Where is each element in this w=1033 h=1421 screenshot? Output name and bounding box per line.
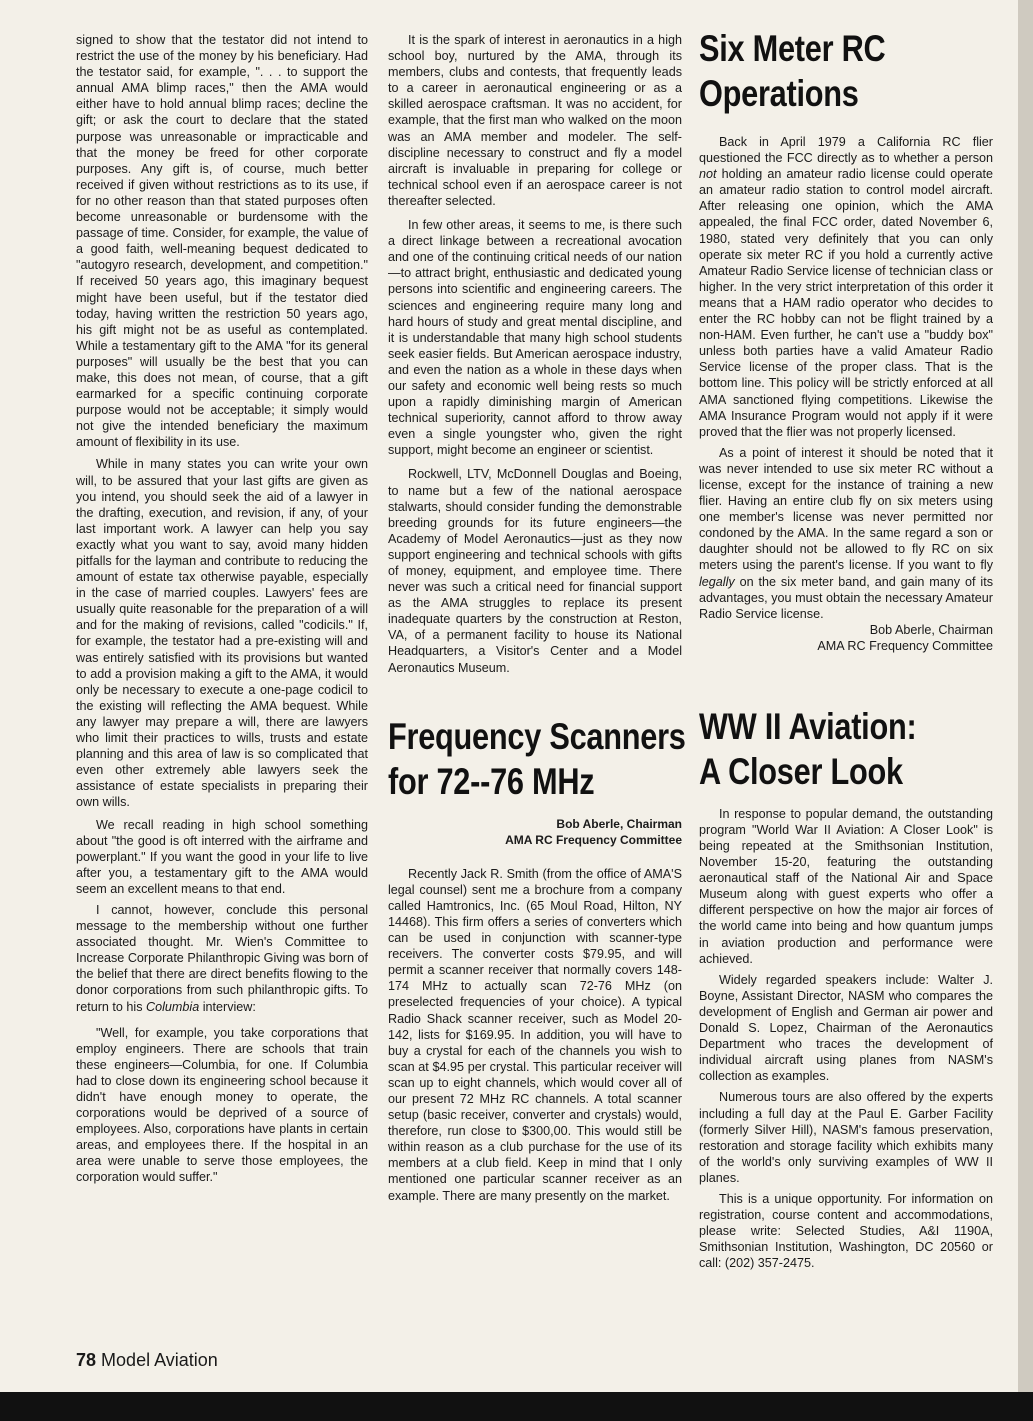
byline-title: AMA RC Frequency Committee <box>817 638 993 653</box>
scanner-title-line2: for 72--76 MHz <box>388 760 595 802</box>
paragraph-text: interview: <box>199 999 256 1014</box>
paragraph: We recall reading in high school something about "the good is oft interred with the airframe and powerplant." If you want the good in your life to live after you, a testamentary gift to the AMA would seem an excellent means to that end. <box>76 817 368 896</box>
emphasis: not <box>699 167 717 182</box>
ww2-title-line2: A Closer Look <box>699 750 903 792</box>
six-meter-heading <box>699 26 993 122</box>
paragraph-text: As a point of interest it should be noted that it was never intended to use six meter RC without a license, except for the instance of training a new flier. Having an entire club fly on six meters using one member's license was never permitted nor condoned by the AMA. In the same regard a son or daughter should not be allowed to fly RC on six meters using the parent's license. If you want to fly <box>699 445 993 573</box>
scanner-byline <box>388 816 682 848</box>
paragraph-text: Back in April 1979 a California RC flier questioned the FCC directly as to whether a person <box>699 135 993 166</box>
byline-name: Bob Aberle, Chairman <box>556 816 682 831</box>
paragraph: Recently Jack R. Smith (from the office of AMA'S legal counsel) sent me a brochure from a company called Hamtronics, Inc. (65 Moul Road, Hilton, NY 14468). This firm offers a series of converters which can be used in conjunction with scanner-type receivers. The converter costs $79.95, and will permit a scanner receiver that normally covers 148-174 MHz to actually scan 72-76 MHz (on preselected frequencies of your choice). A typical Radio Shack scanner receiver, such as Model 20-142, lists for $169.95. In addition, you will have to buy a crystal for each of the channels you wish to scan at $4.95 per crystal. This particular receiver will scan up to eight channels, which would cover all of our present 72 MHz RC channels. A total scanner setup (basic receiver, converter and crystals) would, therefore, run close to $300,00. This would still be within reason as a club purchase for the use of its members at a club field. Keep in mind that I only mentioned one particular scanner receiver as an example. There are many presently on the market. <box>388 866 682 1203</box>
paragraph: While in many states you can write your own will, to be assured that your last gifts are given as you intend, you should seek the aid of a lawyer in the drafting, execution, and revision, if any, of your last important work. A lawyer can help you say exactly what you want to say, avoid many hidden pitfalls for the layman and contribute to reducing the amount of estate tax otherwise payable, especially in the case of married couples. Lawyers' fees are usually quite reasonable for the preparation of a will and for the making of revisions, called "codicils." If, for example, the testator had a pre-existing will and was entirely satisfied with its provisions but wanted to add a provision making a gift to the AMA, it would only be necessary to execute a one-page codicil to the existing will reflecting the AMA bequest. While any lawyer may prepare a will, there are lawyers who limit their practices to wills, trusts and estate planning and this area of law is so complicated that even other extremely able lawyers seek the assistance of estate specialists in preparing their own wills. <box>76 457 368 810</box>
paragraph: In few other areas, it seems to me, is there such a direct linkage between a recreational avocation and one of the continuing critical needs of our nation—to attract bright, enthusiastic and dedicated young persons into scientific and engineering careers. The sciences and engineering require many long and hard hours of study and great mental discipline, and it is understandable that many high school students seek easier fields. But American aerospace industry, and even the nation as a whole in these days when our safety and economic well being rests so much upon a rapidly diminishing margin of American technical superiority, cannot afford to throw away even a single youngster who, given the right support, might become an engineer or scientist. <box>388 218 682 458</box>
ww2-heading <box>699 704 993 796</box>
paragraph-text: I cannot, however, conclude this personal message to the membership without one further associated thought. Mr. Wien's Committee to Increase Corporate Philanthropic Giving was born of the belief that there are direct benefits flowing to the donor corporations from such philanthropic gifts. To return to his <box>76 902 368 1014</box>
magazine-name: Model Aviation <box>101 1350 218 1370</box>
six-meter-title-line2: Operations <box>699 73 859 114</box>
six-meter-title-line1: Six Meter RC <box>699 28 886 69</box>
paragraph-text: on the six meter band, and gain many of its advantages, you must obtain the necessary Amateur Radio Service license. <box>699 574 993 621</box>
scanner-title-line1: Frequency Scanners <box>388 715 686 757</box>
paragraph: This is a unique opportunity. For information on registration, course content and accommodations, please write: Selected Studies, A&I 1190A, Smithsonian Institution, Washington, DC 20560 or call: (202) 357-2475. <box>699 1191 993 1271</box>
paragraph <box>699 445 993 622</box>
paragraph: Numerous tours are also offered by the experts including a full day at the Paul E. Garber Facility (formerly Silver Hill), NASM's famous preservation, restoration and storage facility which exhibits many of the world's only surviving examples of WW II planes. <box>699 1090 993 1185</box>
publication-name: Columbia <box>146 999 200 1014</box>
column-middle <box>388 32 686 1204</box>
byline-title: AMA RC Frequency Committee <box>505 832 682 847</box>
page-number: 78 <box>76 1350 97 1370</box>
paragraph: It is the spark of interest in aeronautics in a high school boy, nurtured by the AMA, through its members, clubs and contests, that frequently leads to a career in aeronautical engineering or as a skilled aerospace craftsman. It was no accident, for example, that the first man who walked on the moon was an AMA member and modeler. The self-discipline necessary to construct and fly a model aircraft is invaluable in preparing for college or technical school even if an aerospace career is not thereafter selected. <box>388 33 682 208</box>
paragraph-text: holding an amateur radio license could operate an amateur radio station to control model aircraft. After releasing one opinion, which the AMA appealed, the final FCC order, dated November 6, 1980, stated very definitely that you can only operate six meter RC if you hold a currently active Amateur Radio Service license of technician class or higher. In the very strict interpretation of this order it means that a HAM radio operator who decides to enter the RC hobby can not be flight trained by a non-HAM. Even further, he can't use a "buddy box" unless both parties have a valid Amateur Radio Service license of the proper class. That is the bottom line. This policy will be strictly enforced at all AMA sanctioned flying competitions. Likewise the AMA Insurance Program would not apply if it were proved that the flier was not properly licensed. <box>699 167 993 439</box>
paragraph <box>76 902 368 1015</box>
paragraph: Rockwell, LTV, McDonnell Douglas and Boeing, to name but a few of the national aerospace stalwarts, should consider funding the demonstrable breeding grounds for its future engineers—the Academy of Model Aeronautics—just as they now support engineering and technical schools with gifts of money, equipment, and employee time. There never was such a critical need for financial support as the AMA struggles to replace its present inadequate quarters by the construction at Reston, VA, of a permanent facility to house its National Headquarters, a Visitor's Center and a Model Aeronautics Museum. <box>388 467 682 675</box>
page-edge <box>1018 0 1033 1421</box>
column-left <box>76 32 368 1186</box>
paragraph <box>699 134 993 440</box>
column-right <box>699 26 993 1271</box>
ww2-title-line1: WW II Aviation: <box>699 705 917 747</box>
paragraph: In response to popular demand, the outstanding program "World War II Aviation: A Closer Look" is being repeated at the Smithsonian Institution, November 15-20, featuring the outstanding aeronautical staff of the National Air and Space Museum along with guest experts who offer a different perspective on how the major air forces of the world came into being and how quantum jumps in aviation production and performance were achieved. <box>699 806 993 966</box>
quotation: "Well, for example, you take corporations that employ engineers. There are schools that train these engineers—Columbia, for one. If Columbia had to close down its engineering school because it didn't have enough money to operate, the corporations would be deprived of a source of employees. Also, corporations have plants in certain areas, and employees there. If the hospital in an area were unable to serve those employees, the corporation would suffer." <box>76 1025 368 1185</box>
scan-border <box>0 1392 1033 1421</box>
paragraph: signed to show that the testator did not intend to restrict the use of the money by his beneficiary. Had the testator said, for example, ". . . to support the annual AMA blimp races," then the AMA would either have to hold annual blimp races; decline the gift; or ask the court to declare that the stated purpose was unreasonable or impracticable and that the money be freed for other corporate purposes. Any gift is, of course, much better received if given without restrictions as to its use, if for no other reason than that stated purposes often become unreasonable or burdensome with the passage of time. Consider, for example, the value of a good faith, well-meaning bequest dedicated to "autogyro research, development, and competition." If received 50 years ago, this imaginary bequest might have been useful, but if the testator died today, having written the restriction 50 years ago, his gift might not be as useful as contemplated. While a testamentary gift to the AMA "for its general purposes" will usually be the best that you can make, this does not mean, of course, that a gift earmarked for a specific continuing corporate purpose would not be acceptable; it simply would not give the intended beneficiary the maximum amount of flexibility in its use. <box>76 33 368 450</box>
paragraph: Widely regarded speakers include: Walter J. Boyne, Assistant Director, NASM who compares the development of English and German air power and Donald S. Lopez, Chairman of the Aeronautics Department who traces the development of individual aircraft using planes from NASM's collection as examples. <box>699 972 993 1084</box>
emphasis: legally <box>699 574 735 589</box>
scanner-heading <box>388 714 686 810</box>
page-footer <box>76 1350 218 1371</box>
byline-name: Bob Aberle, Chairman <box>869 622 993 637</box>
